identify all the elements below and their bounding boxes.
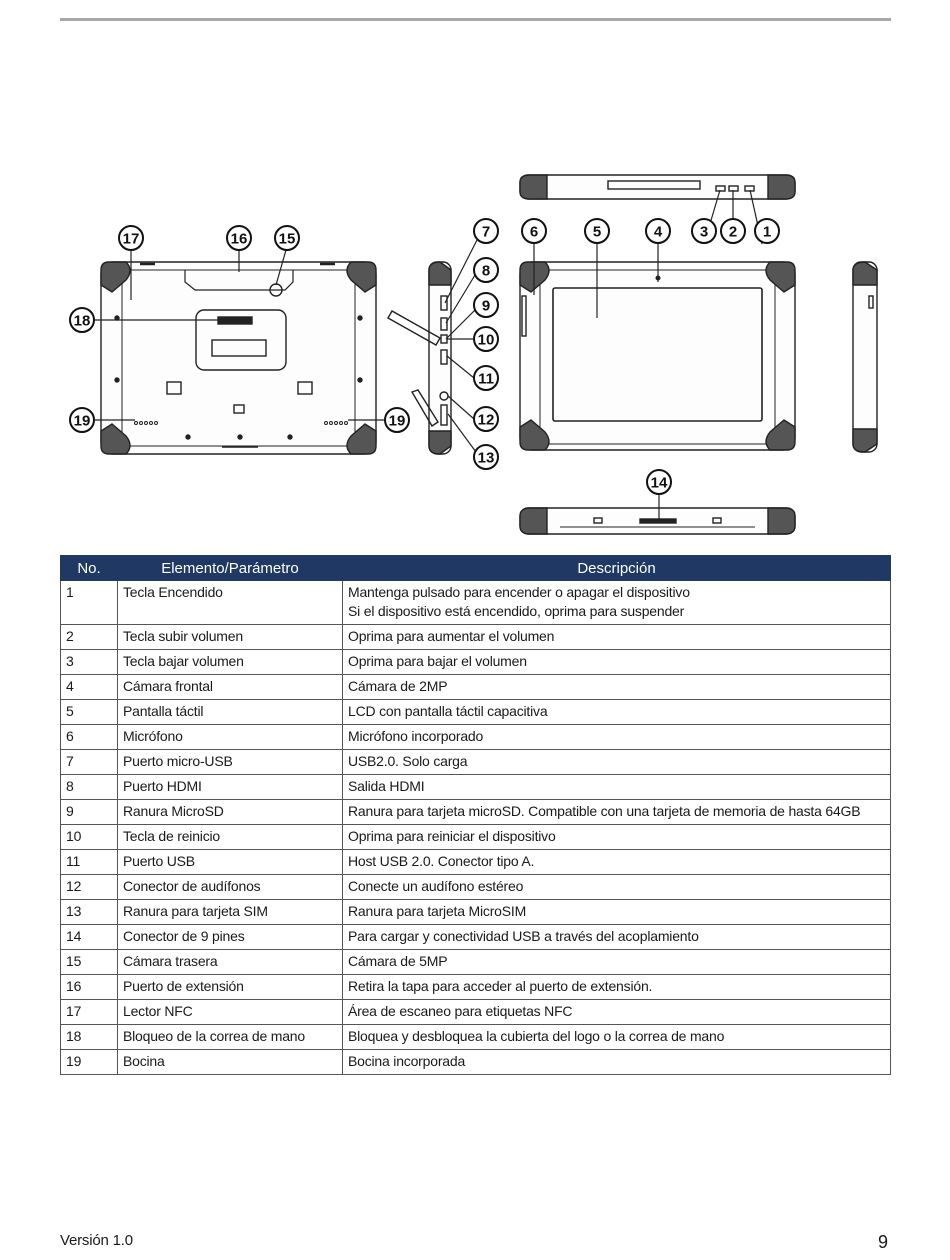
row-description	[343, 1000, 891, 1025]
row-number: 17	[61, 1000, 118, 1025]
callout-4: 4	[653, 223, 663, 241]
row-element: Puerto HDMI	[118, 775, 343, 800]
row-element: Ranura MicroSD	[118, 800, 343, 825]
tablet-top-edge-view	[520, 175, 795, 199]
row-element: Ranura para tarjeta SIM	[118, 900, 343, 925]
callout-11: 11	[478, 370, 494, 388]
row-description	[343, 975, 891, 1000]
description-line: Bocina incorporada	[348, 1053, 466, 1069]
row-description	[343, 700, 891, 725]
row-description	[343, 625, 891, 650]
header-no: No.	[61, 556, 118, 581]
description-line: Cámara de 5MP	[348, 953, 448, 969]
description-line: Cámara de 2MP	[348, 678, 448, 694]
description-line: Si el dispositivo está encendido, oprima para suspender	[348, 603, 685, 619]
table-row	[61, 700, 891, 725]
row-element: Conector de audífonos	[118, 875, 343, 900]
row-number: 5	[61, 700, 118, 725]
callout-8: 8	[481, 262, 491, 280]
row-description	[343, 725, 891, 750]
row-number: 16	[61, 975, 118, 1000]
callout-2: 2	[728, 223, 738, 241]
row-description	[343, 900, 891, 925]
row-number: 18	[61, 1025, 118, 1050]
callout-19-left: 19	[73, 412, 91, 430]
row-description	[343, 775, 891, 800]
row-description	[343, 825, 891, 850]
row-element: Puerto micro-USB	[118, 750, 343, 775]
row-element: Bloqueo de la correa de mano	[118, 1025, 343, 1050]
description-line: Ranura para tarjeta microSD. Compatible con una tarjeta de memoria de hasta 64GB	[348, 803, 861, 819]
table-row	[61, 800, 891, 825]
tablet-bottom-edge-view	[520, 508, 795, 534]
row-number: 2	[61, 625, 118, 650]
page-number: 9	[877, 1232, 888, 1252]
callout-18: 18	[73, 312, 91, 330]
description-line: Área de escaneo para etiquetas NFC	[348, 1003, 573, 1019]
spec-table	[60, 555, 891, 1075]
tablet-diagram	[0, 0, 950, 545]
row-number: 19	[61, 1050, 118, 1075]
row-description	[343, 850, 891, 875]
header-element: Elemento/Parámetro	[118, 556, 343, 581]
row-description	[343, 875, 891, 900]
callout-3: 3	[699, 223, 709, 241]
table-row	[61, 1000, 891, 1025]
row-number: 12	[61, 875, 118, 900]
row-element: Cámara frontal	[118, 675, 343, 700]
row-element: Micrófono	[118, 725, 343, 750]
table-row	[61, 925, 891, 950]
callout-16: 16	[230, 230, 248, 248]
description-line: LCD con pantalla táctil capacitiva	[348, 703, 548, 719]
row-element: Tecla subir volumen	[118, 625, 343, 650]
callout-19-right: 19	[388, 412, 406, 430]
table-row	[61, 825, 891, 850]
header-description: Descripción	[343, 556, 891, 581]
row-element: Lector NFC	[118, 1000, 343, 1025]
table-row	[61, 750, 891, 775]
row-description	[343, 581, 891, 625]
row-description	[343, 950, 891, 975]
table-row	[61, 950, 891, 975]
row-number: 1	[61, 581, 118, 625]
table-row	[61, 775, 891, 800]
description-line: Ranura para tarjeta MicroSIM	[348, 903, 527, 919]
description-line: Mantenga pulsado para encender o apagar el dispositivo	[348, 584, 690, 600]
row-description	[343, 1025, 891, 1050]
description-line: Conecte un audífono estéreo	[348, 878, 524, 894]
row-number: 9	[61, 800, 118, 825]
row-number: 8	[61, 775, 118, 800]
row-element: Cámara trasera	[118, 950, 343, 975]
row-element: Tecla bajar volumen	[118, 650, 343, 675]
table-row	[61, 625, 891, 650]
table-row	[61, 675, 891, 700]
callout-15: 15	[278, 230, 296, 248]
row-number: 14	[61, 925, 118, 950]
table-row	[61, 850, 891, 875]
table-row	[61, 725, 891, 750]
table-row	[61, 900, 891, 925]
callout-7: 7	[481, 223, 491, 241]
row-element: Pantalla táctil	[118, 700, 343, 725]
tablet-back-view	[101, 262, 376, 454]
callout-17: 17	[122, 230, 140, 248]
footer-version: Versión 1.0	[60, 1232, 133, 1249]
row-number: 3	[61, 650, 118, 675]
callout-1: 1	[762, 223, 772, 241]
table-body	[61, 581, 891, 1075]
tablet-right-side-view	[853, 262, 877, 452]
table-row	[61, 581, 891, 625]
callout-5: 5	[592, 223, 602, 241]
description-line: Bloquea y desbloquea la cubierta del logo o la correa de mano	[348, 1028, 725, 1044]
description-line: Oprima para bajar el volumen	[348, 653, 527, 669]
table-row	[61, 650, 891, 675]
table-row	[61, 1025, 891, 1050]
table-row	[61, 975, 891, 1000]
callout-14: 14	[650, 474, 668, 492]
row-number: 6	[61, 725, 118, 750]
description-line: Oprima para aumentar el volumen	[348, 628, 555, 644]
callout-12: 12	[477, 411, 495, 429]
callout-6: 6	[529, 223, 539, 241]
description-line: Salida HDMI	[348, 778, 425, 794]
description-line: USB2.0. Solo carga	[348, 753, 468, 769]
row-element: Puerto de extensión	[118, 975, 343, 1000]
row-description	[343, 750, 891, 775]
callout-13: 13	[477, 449, 495, 467]
description-line: Para cargar y conectividad USB a través del acoplamiento	[348, 928, 699, 944]
row-element: Conector de 9 pines	[118, 925, 343, 950]
row-number: 10	[61, 825, 118, 850]
row-element: Tecla de reinicio	[118, 825, 343, 850]
tablet-front-view	[520, 262, 795, 450]
row-description	[343, 650, 891, 675]
row-description	[343, 675, 891, 700]
row-number: 7	[61, 750, 118, 775]
description-line: Oprima para reiniciar el dispositivo	[348, 828, 556, 844]
table-row	[61, 875, 891, 900]
row-number: 11	[61, 850, 118, 875]
row-number: 13	[61, 900, 118, 925]
callout-9: 9	[481, 297, 491, 315]
row-description	[343, 925, 891, 950]
callout-10: 10	[477, 331, 495, 349]
description-line: Host USB 2.0. Conector tipo A.	[348, 853, 535, 869]
row-element: Bocina	[118, 1050, 343, 1075]
row-description	[343, 800, 891, 825]
row-description	[343, 1050, 891, 1075]
row-element: Puerto USB	[118, 850, 343, 875]
description-line: Micrófono incorporado	[348, 728, 484, 744]
row-element: Tecla Encendido	[118, 581, 343, 625]
table-header-row	[61, 556, 891, 581]
row-number: 15	[61, 950, 118, 975]
row-number: 4	[61, 675, 118, 700]
table-row	[61, 1050, 891, 1075]
description-line: Retira la tapa para acceder al puerto de extensión.	[348, 978, 653, 994]
